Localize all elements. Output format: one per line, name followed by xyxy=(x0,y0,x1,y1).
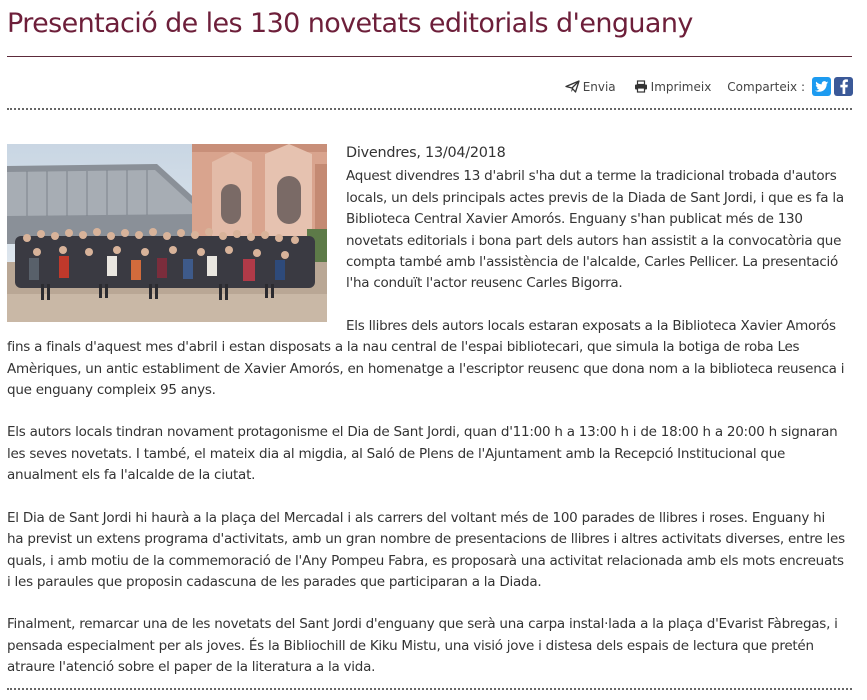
printer-icon xyxy=(634,80,648,93)
article-body xyxy=(7,143,845,700)
article-photo xyxy=(7,144,327,322)
page-title: Presentació de les 130 novetats editorials d'enguany xyxy=(7,8,693,39)
facebook-icon xyxy=(839,79,849,94)
group-photo-image xyxy=(7,144,327,322)
share-label: Comparteix : xyxy=(727,79,805,94)
paper-plane-icon xyxy=(565,80,580,93)
article-date: Divendres, 13/04/2018 xyxy=(346,145,506,161)
article-actions xyxy=(547,77,853,96)
article-paragraph: Els autors locals tindran novament protagonisme el Dia de Sant Jordi, quan d'11:00 h a 13:00 h i de 18:00 h a 20:00 h signaran les seves novetats. I també, el mateix dia al migdia, al Saló de Plens de l'Ajuntament amb la Recepció Institucional que anualment els fa l'alcalde de la ciutat. xyxy=(7,424,838,484)
article-paragraph: El Dia de Sant Jordi hi haurà a la plaça del Mercadal i als carrers del voltant més de 100 parades de llibres i roses. Enguany hi ha previst un extens programa d'activitats, amb un gran nombre de presentacions de llibres i altres activitats diverses, entre les quals, i amb motiu de la commemoració de l'Any Pompeu Fabra, es proposarà una activitat relacionada amb els mots encreuats i les paraules que proposin cadascuna de les parades que participaran a la Diada. xyxy=(7,509,845,590)
footer-dotted-divider xyxy=(7,688,852,690)
print-label: Imprimeix xyxy=(650,79,712,94)
article-paragraph: Els llibres dels autors locals estaran exposats a la Biblioteca Xavier Amorós fins a finals d'aquest mes d'abril i estan disposats a la nau central de l'espai bibliotecari, que simula la botiga de roba Les Amèriques, un antic establiment de Xavier Amorós, en homenatge a l'escriptor reusenc que dona nom a la biblioteca reusenca i que enguany compleix 95 anys. xyxy=(7,317,845,399)
facebook-share-button[interactable] xyxy=(834,77,853,96)
twitter-share-button[interactable] xyxy=(812,77,831,96)
header-dotted-divider xyxy=(7,108,852,110)
send-button[interactable] xyxy=(565,80,616,94)
article-paragraph: Aquest divendres 13 d'abril s'ha dut a terme la tradicional trobada d'autors locals, un dels principals actes previs de la Diada de Sant Jordi, i que es fa la Biblioteca Central Xavier Amorós. Enguany s'han publicat més de 130 novetats editorials i bona part dels autors han assistit a la convocatòria que compta també amb l'assistència de l'alcalde, Carles Pellicer. La presentació l'ha conduït l'actor reusenc Carles Bigorra. xyxy=(346,168,844,292)
article-paragraph: Finalment, remarcar una de les novetats del Sant Jordi d'enguany que serà una carpa instal·lada a la plaça d'Evarist Fàbregas, i pensada especialment per als joves. És la Bibliochill de Kiku Mistu, una visió jove i distesa dels espais de lectura que pretén atraure l'atenció sobre el paper de la literatura a la vida. xyxy=(7,616,838,676)
twitter-icon xyxy=(815,81,829,93)
title-divider xyxy=(7,56,852,57)
print-button[interactable] xyxy=(634,80,712,94)
send-label: Envia xyxy=(582,79,616,94)
